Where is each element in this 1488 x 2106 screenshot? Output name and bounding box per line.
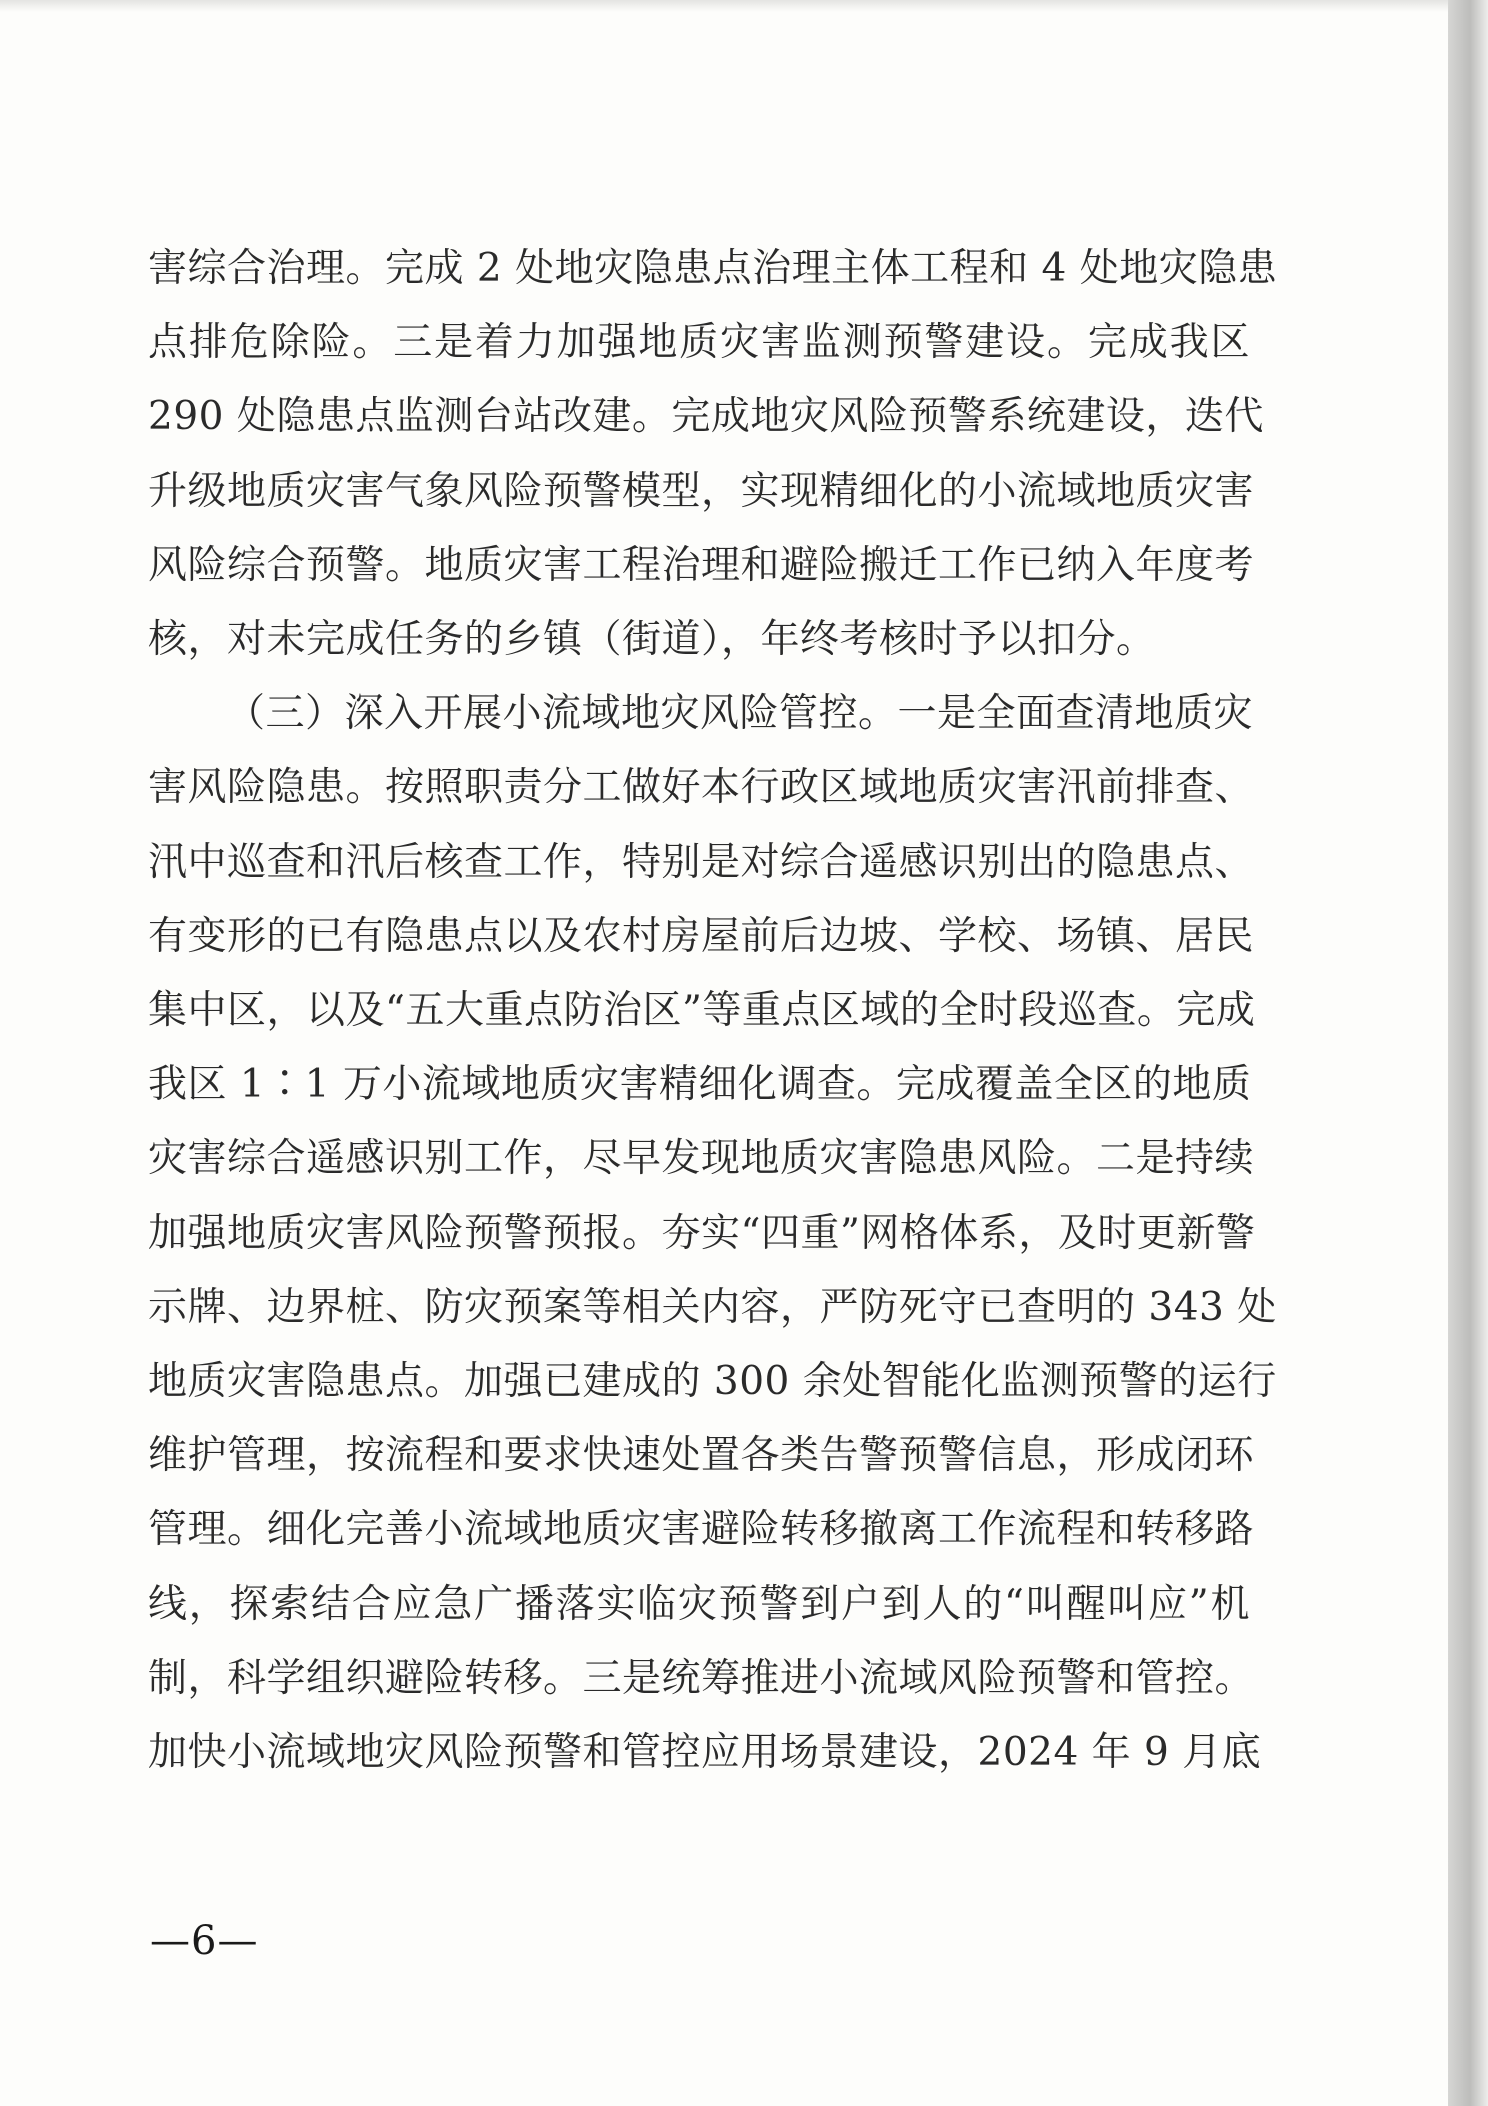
text-line: 我区 1∶1 万小流域地质灾害精细化调查。完成覆盖全区的地质 (148, 1062, 1252, 1108)
text-line: 加强地质灾害风险预警预报。夯实“四重”网格体系，及时更新警 (148, 1210, 1256, 1256)
text-line: 核，对未完成任务的乡镇（街道），年终考核时予以扣分。 (148, 617, 1156, 663)
text-line: 升级地质灾害气象风险预警模型，实现精细化的小流域地质灾害 (148, 468, 1255, 514)
text-line: 灾害综合遥感识别工作，尽早发现地质灾害隐患风险。二是持续 (148, 1136, 1255, 1182)
text-line: 地质灾害隐患点。加强已建成的 300 余处智能化监测预警的运行 (148, 1359, 1277, 1405)
page-number: —6— (150, 1918, 259, 1964)
text-line: 线，探索结合应急广播落实临灾预警到户到人的“叫醒叫应”机 (148, 1581, 1250, 1627)
scan-top-shadow (0, 0, 1448, 12)
document-body (148, 232, 1278, 1790)
text-line: 风险综合预警。地质灾害工程治理和避险搬迁工作已纳入年度考 (148, 542, 1255, 588)
text-line: 示牌、边界桩、防灾预案等相关内容，严防死守已查明的 343 处 (148, 1284, 1277, 1330)
text-line: 害风险隐患。按照职责分工做好本行政区域地质灾害汛前排查、 (148, 765, 1255, 811)
text-line: 汛中巡查和汛后核查工作，特别是对综合遥感识别出的隐患点、 (148, 839, 1255, 885)
text-line: 290 处隐患点监测台站改建。完成地灾风险预警系统建设，迭代 (148, 394, 1264, 440)
text-line: 害综合治理。完成 2 处地灾隐患点治理主体工程和 4 处地灾隐患 (148, 246, 1278, 291)
text-line: 有变形的已有隐患点以及农村房屋前后边坡、学校、场镇、居民 (148, 913, 1255, 959)
text-line: 点排危除险。三是着力加强地质灾害监测预警建设。完成我区 (148, 320, 1250, 366)
text-line: 管理。细化完善小流域地质灾害避险转移撤离工作流程和转移路 (148, 1507, 1255, 1553)
text-line: 制，科学组织避险转移。三是统筹推进小流域风险预警和管控。 (148, 1655, 1255, 1701)
text-line: 维护管理，按流程和要求快速处置各类告警预警信息，形成闭环 (148, 1433, 1255, 1479)
section-heading-line: （三）深入开展小流域地灾风险管控。一是全面查清地质灾 (226, 691, 1254, 737)
text-line: 加快小流域地灾风险预警和管控应用场景建设，2024 年 9 月底 (148, 1730, 1262, 1776)
scan-edge-shadow (1448, 0, 1488, 2106)
text-line: 集中区，以及“五大重点防治区”等重点区域的全时段巡查。完成 (148, 988, 1256, 1034)
